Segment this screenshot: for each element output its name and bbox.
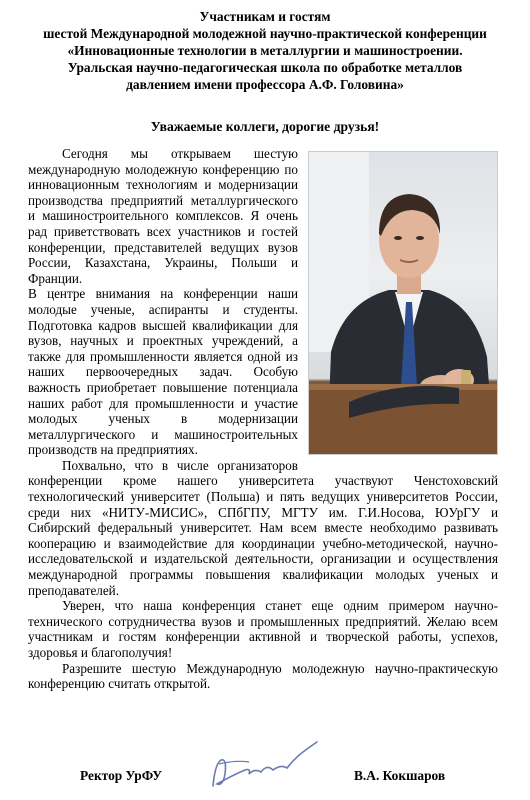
- letter-body: [28, 146, 498, 692]
- paragraph: Разрешите шестую Международную молодежную научно-практическую конференцию считать открытой.: [28, 660, 498, 692]
- letter-header: [0, 8, 530, 93]
- paragraph: Сегодня мы открываем шестую международную молодежную конференцию по инновационным технологиям и модернизации производства предприятий металлургического и машиностроительного комплексов. Я очень рад приветствовать всех участников и гостей конференции, представителей ведущих вузов России, Казахстана, Украины, Польши и Франции.: [28, 146, 298, 286]
- signature-block: [0, 762, 530, 792]
- handwritten-signature: [205, 734, 325, 794]
- rector-photo: [308, 151, 498, 455]
- paragraph: Уверен, что наша конференция станет еще одним примером научно-технического сотрудничества вузов и промышленных предприятий. Желаю всем участникам и гостям конференции активной и творческой работы, успехов, здоровья и благополучия!: [28, 598, 498, 660]
- header-line: «Инновационные технологии в металлургии и машиностроении.: [67, 43, 463, 58]
- header-line: Участникам и гостям: [199, 9, 331, 24]
- paragraph: Похвально, что в числе организаторов конференции кроме нашего университета участвуют Ченстоховский технологический университет (Польша) и пять ведущих университетов России, среди них «НИТУ-МИСИС», СПбГПУ, МГТУ им. Г.И.Носова, ЮУрГУ и Сибирский федеральный университет. Нам всем вместе необходимо развивать кооперацию и взаимодействие для координации учебно-методической, научно-исследовательской и издательской деятельности, организации и осуществления международной программы повышения квалификации молодых ученых и преподавателей.: [28, 457, 498, 598]
- signatory-name: В.А. Кокшаров: [354, 768, 446, 783]
- rector-portrait-illustration: [309, 152, 498, 455]
- header-line: Уральская научно-педагогическая школа по обработке металлов: [67, 60, 463, 75]
- paragraph: В центре внимания на конференции наши молодые ученые, аспиранты и студенты. Подготовка кадров высшей квалификации для вузов, научных и проектных учреждений, а также для промышленности является одной из наших первоочередных задач. Особую важность приобретает повышение потенциала наших работ для промышленности и участие молодых ученых в модернизации металлургического и машиностроительных производств на предприятиях.: [28, 286, 298, 458]
- header-line: давлением имени профессора А.Ф. Головина»: [126, 77, 404, 92]
- signatory-title: Ректор УрФУ: [80, 768, 163, 783]
- greeting: Уважаемые коллеги, дорогие друзья!: [150, 119, 380, 134]
- header-line: шестой Международной молодежной научно-практической конференции: [43, 26, 487, 41]
